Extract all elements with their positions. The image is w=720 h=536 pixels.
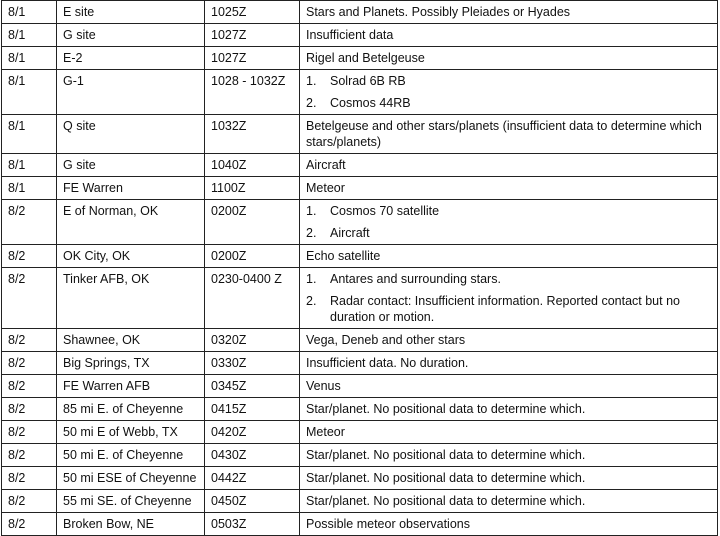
finding-cell: Meteor: [300, 421, 718, 444]
finding-list-item: [306, 293, 711, 325]
list-text: Cosmos 70 satellite: [330, 204, 440, 218]
finding-cell: [300, 200, 718, 245]
sightings-table-body: [2, 1, 718, 536]
date-cell: 8/2: [2, 467, 57, 490]
location-cell: 50 mi E of Webb, TX: [57, 421, 205, 444]
time-cell: 1040Z: [205, 154, 300, 177]
list-number: 1.: [306, 272, 317, 286]
date-cell: 8/2: [2, 375, 57, 398]
table-row: [2, 444, 718, 467]
time-cell: 0415Z: [205, 398, 300, 421]
location-cell: 50 mi E. of Cheyenne: [57, 444, 205, 467]
list-number: 1.: [306, 74, 317, 88]
date-cell: 8/2: [2, 245, 57, 268]
table-row: [2, 490, 718, 513]
finding-cell: Insufficient data. No duration.: [300, 352, 718, 375]
finding-list: [306, 203, 711, 241]
time-cell: 0200Z: [205, 200, 300, 245]
finding-list-item: [306, 203, 711, 219]
time-cell: 0200Z: [205, 245, 300, 268]
finding-cell: Meteor: [300, 177, 718, 200]
date-cell: 8/1: [2, 47, 57, 70]
time-cell: 1027Z: [205, 47, 300, 70]
finding-cell: Possible meteor observations: [300, 513, 718, 536]
location-cell: E of Norman, OK: [57, 200, 205, 245]
finding-cell: Star/planet. No positional data to determine which.: [300, 398, 718, 421]
finding-cell: Echo satellite: [300, 245, 718, 268]
list-text: Cosmos 44RB: [330, 96, 411, 110]
location-cell: Big Springs, TX: [57, 352, 205, 375]
location-cell: 85 mi E. of Cheyenne: [57, 398, 205, 421]
date-cell: 8/1: [2, 177, 57, 200]
table-row: [2, 513, 718, 536]
location-cell: Q site: [57, 115, 205, 154]
table-row: [2, 47, 718, 70]
location-cell: Broken Bow, NE: [57, 513, 205, 536]
date-cell: 8/1: [2, 154, 57, 177]
time-cell: 1028 - 1032Z: [205, 70, 300, 115]
location-cell: G site: [57, 24, 205, 47]
table-row: [2, 352, 718, 375]
date-cell: 8/1: [2, 70, 57, 115]
time-cell: 1027Z: [205, 24, 300, 47]
date-cell: 8/2: [2, 513, 57, 536]
table-row: [2, 1, 718, 24]
list-text: Solrad 6B RB: [330, 74, 406, 88]
location-cell: OK City, OK: [57, 245, 205, 268]
date-cell: 8/2: [2, 329, 57, 352]
time-cell: 1100Z: [205, 177, 300, 200]
table-row: [2, 70, 718, 115]
list-number: 1.: [306, 204, 317, 218]
table-row: [2, 421, 718, 444]
date-cell: 8/2: [2, 421, 57, 444]
time-cell: 0420Z: [205, 421, 300, 444]
table-row: [2, 398, 718, 421]
finding-list-item: [306, 95, 711, 111]
table-row: [2, 177, 718, 200]
date-cell: 8/1: [2, 1, 57, 24]
location-cell: Tinker AFB, OK: [57, 268, 205, 329]
sightings-table: [1, 0, 718, 536]
location-cell: FE Warren: [57, 177, 205, 200]
date-cell: 8/2: [2, 352, 57, 375]
list-text: Aircraft: [330, 226, 370, 240]
location-cell: G site: [57, 154, 205, 177]
list-number: 2.: [306, 96, 317, 110]
location-cell: Shawnee, OK: [57, 329, 205, 352]
time-cell: 1025Z: [205, 1, 300, 24]
time-cell: 0503Z: [205, 513, 300, 536]
list-number: 2.: [306, 294, 317, 308]
time-cell: 0450Z: [205, 490, 300, 513]
finding-cell: Betelgeuse and other stars/planets (insufficient data to determine which stars/planets): [300, 115, 718, 154]
finding-list: [306, 73, 711, 111]
date-cell: 8/1: [2, 24, 57, 47]
location-cell: FE Warren AFB: [57, 375, 205, 398]
table-row: [2, 467, 718, 490]
table-row: [2, 375, 718, 398]
finding-cell: [300, 268, 718, 329]
time-cell: 1032Z: [205, 115, 300, 154]
finding-cell: Star/planet. No positional data to determine which.: [300, 444, 718, 467]
finding-cell: Aircraft: [300, 154, 718, 177]
list-number: 2.: [306, 226, 317, 240]
date-cell: 8/1: [2, 115, 57, 154]
finding-list-item: [306, 271, 711, 287]
date-cell: 8/2: [2, 268, 57, 329]
finding-cell: Rigel and Betelgeuse: [300, 47, 718, 70]
finding-list: [306, 271, 711, 325]
list-text: Radar contact: Insufficient information. Reported contact but no duration or motion.: [330, 294, 680, 324]
time-cell: 0345Z: [205, 375, 300, 398]
location-cell: G-1: [57, 70, 205, 115]
table-row: [2, 200, 718, 245]
finding-list-item: [306, 73, 711, 89]
time-cell: 0320Z: [205, 329, 300, 352]
table-row: [2, 245, 718, 268]
date-cell: 8/2: [2, 200, 57, 245]
table-row: [2, 115, 718, 154]
time-cell: 0442Z: [205, 467, 300, 490]
finding-cell: Stars and Planets. Possibly Pleiades or Hyades: [300, 1, 718, 24]
table-row: [2, 329, 718, 352]
finding-cell: Star/planet. No positional data to determine which.: [300, 467, 718, 490]
location-cell: 50 mi ESE of Cheyenne: [57, 467, 205, 490]
finding-cell: [300, 70, 718, 115]
location-cell: E-2: [57, 47, 205, 70]
date-cell: 8/2: [2, 398, 57, 421]
table-row: [2, 154, 718, 177]
date-cell: 8/2: [2, 444, 57, 467]
table-row: [2, 268, 718, 329]
table-row: [2, 24, 718, 47]
finding-list-item: [306, 225, 711, 241]
finding-cell: Star/planet. No positional data to determine which.: [300, 490, 718, 513]
finding-cell: Insufficient data: [300, 24, 718, 47]
list-text: Antares and surrounding stars.: [330, 272, 501, 286]
date-cell: 8/2: [2, 490, 57, 513]
time-cell: 0230-0400 Z: [205, 268, 300, 329]
finding-cell: Venus: [300, 375, 718, 398]
location-cell: 55 mi SE. of Cheyenne: [57, 490, 205, 513]
time-cell: 0330Z: [205, 352, 300, 375]
location-cell: E site: [57, 1, 205, 24]
finding-cell: Vega, Deneb and other stars: [300, 329, 718, 352]
time-cell: 0430Z: [205, 444, 300, 467]
